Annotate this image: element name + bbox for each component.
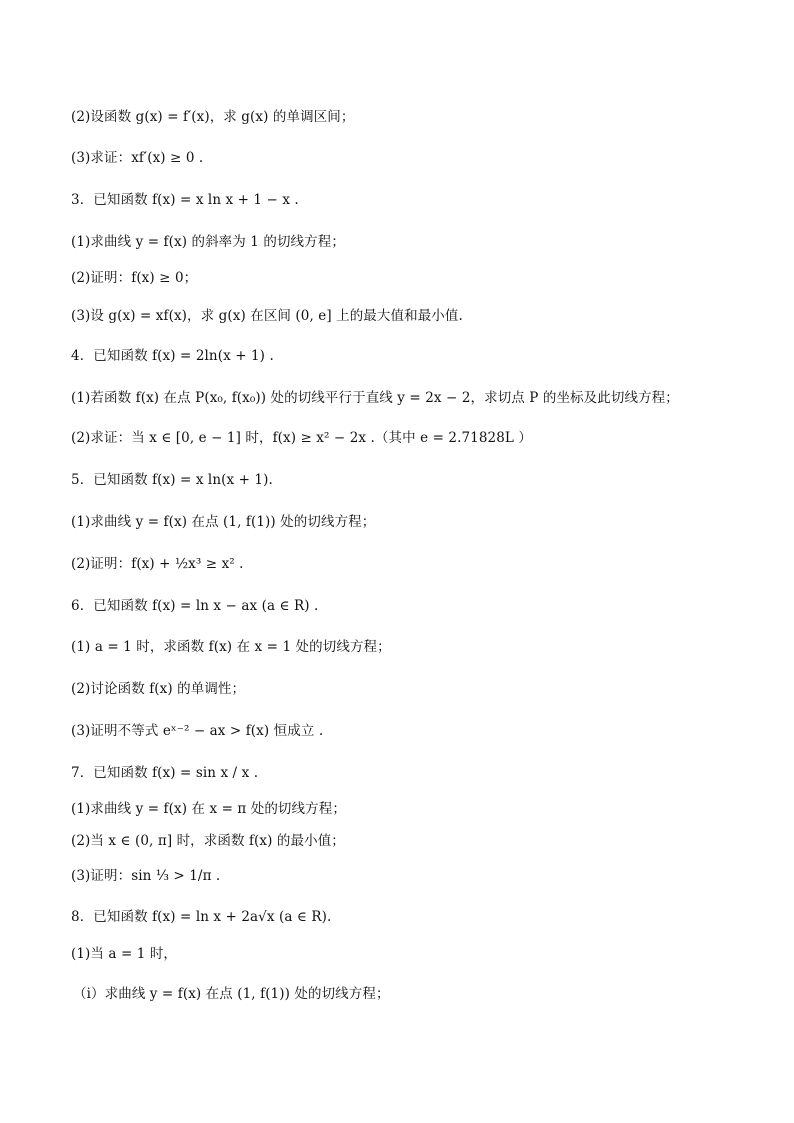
problem-6-part-2: (2)讨论函数 f(x) 的单调性； <box>71 681 246 697</box>
problem-7-part-1: (1)求曲线 y = f(x) 在 x = π 处的切线方程； <box>71 801 346 817</box>
problem-6-part-1: (1) a = 1 时，求函数 f(x) 在 x = 1 处的切线方程； <box>71 639 391 655</box>
problem-4-title: 4．已知函数 f(x) = 2ln(x + 1) . <box>71 348 274 364</box>
problem-8-part-1: (1)当 a = 1 时， <box>71 946 178 962</box>
problem-3-title: 3．已知函数 f(x) = x ln x + 1 − x . <box>71 192 299 208</box>
problem-5-part-2: (2)证明：f(x) + ½x³ ≥ x² . <box>71 556 244 572</box>
problem-8-title: 8．已知函数 f(x) = ln x + 2a√x (a ∈ R). <box>71 909 332 925</box>
problem-4-part-2: (2)求证：当 x ∈ [0, e − 1] 时，f(x) ≥ x² − 2x .（其中 e = 2.71828L ） <box>71 430 532 446</box>
problem-5-title: 5．已知函数 f(x) = x ln(x + 1). <box>71 472 273 488</box>
problem-3-part-2: (2)证明：f(x) ≥ 0； <box>71 270 198 286</box>
problem-2-part-3: (3)求证：xf′(x) ≥ 0 . <box>71 150 204 166</box>
problem-7-part-3: (3)证明：sin ⅓ > 1/π . <box>71 868 221 884</box>
problem-7-title: 7．已知函数 f(x) = sin x / x . <box>71 765 259 781</box>
problem-6-title: 6．已知函数 f(x) = ln x − ax (a ∈ R) . <box>71 598 319 614</box>
problem-3-part-3: (3)设 g(x) = xf(x)，求 g(x) 在区间 (0, e] 上的最大值和最小值. <box>71 308 463 324</box>
problem-8-part-1-i: （i）求曲线 y = f(x) 在点 (1, f(1)) 处的切线方程； <box>73 986 390 1002</box>
problem-6-part-3: (3)证明不等式 eˣ⁻² − ax > f(x) 恒成立 . <box>71 723 324 739</box>
problem-5-part-1: (1)求曲线 y = f(x) 在点 (1, f(1)) 处的切线方程； <box>71 514 376 530</box>
problem-4-part-1: (1)若函数 f(x) 在点 P(x₀, f(x₀)) 处的切线平行于直线 y = 2x − 2，求切点 P 的坐标及此切线方程； <box>71 390 679 406</box>
problem-3-part-1: (1)求曲线 y = f(x) 的斜率为 1 的切线方程； <box>71 234 345 250</box>
problem-7-part-2: (2)当 x ∈ (0, π] 时，求函数 f(x) 的最小值； <box>71 833 345 849</box>
problem-2-part-2: (2)设函数 g(x) = f′(x)，求 g(x) 的单调区间； <box>71 109 355 125</box>
